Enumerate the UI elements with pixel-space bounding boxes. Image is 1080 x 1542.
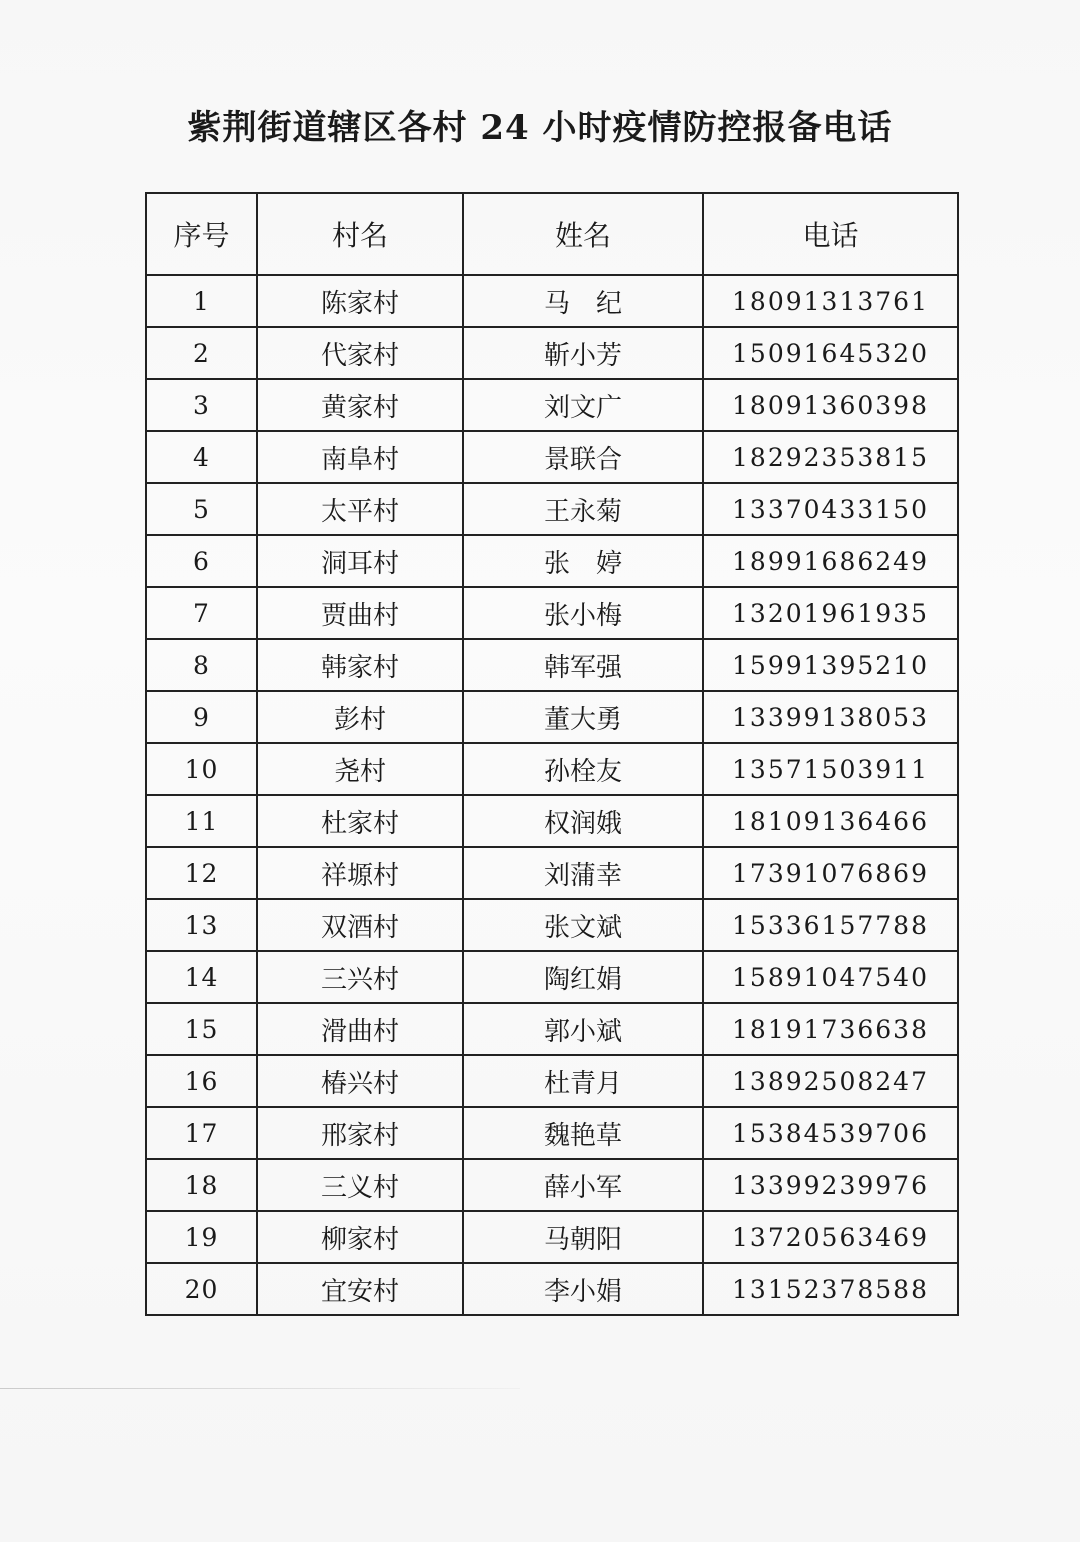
cell-village: 陈家村: [257, 275, 463, 327]
cell-name: 李小娟: [463, 1263, 703, 1315]
cell-phone: 18109136466: [703, 795, 958, 847]
table-row: [146, 379, 958, 431]
cell-name: 景联合: [463, 431, 703, 483]
cell-phone: 18991686249: [703, 535, 958, 587]
scan-artifact-line: [0, 1388, 520, 1389]
cell-name: 薛小军: [463, 1159, 703, 1211]
cell-village: 韩家村: [257, 639, 463, 691]
cell-name: 刘文广: [463, 379, 703, 431]
cell-phone: 13720563469: [703, 1211, 958, 1263]
cell-name: 张小梅: [463, 587, 703, 639]
cell-village: 三兴村: [257, 951, 463, 1003]
cell-phone: 13370433150: [703, 483, 958, 535]
table-row: [146, 1003, 958, 1055]
cell-phone: 15991395210: [703, 639, 958, 691]
cell-index: 11: [146, 795, 257, 847]
table-row: [146, 327, 958, 379]
cell-index: 7: [146, 587, 257, 639]
cell-name: 杜青月: [463, 1055, 703, 1107]
table-row: [146, 1107, 958, 1159]
cell-village: 双酒村: [257, 899, 463, 951]
cell-village: 三义村: [257, 1159, 463, 1211]
cell-name: 马 纪: [463, 275, 703, 327]
cell-village: 黄家村: [257, 379, 463, 431]
cell-name: 马朝阳: [463, 1211, 703, 1263]
cell-index: 19: [146, 1211, 257, 1263]
table-row: [146, 847, 958, 899]
table-header-row: [146, 193, 958, 275]
cell-village: 柳家村: [257, 1211, 463, 1263]
cell-name: 刘蒲幸: [463, 847, 703, 899]
cell-name: 董大勇: [463, 691, 703, 743]
cell-village: 邢家村: [257, 1107, 463, 1159]
cell-village: 宜安村: [257, 1263, 463, 1315]
cell-index: 13: [146, 899, 257, 951]
cell-phone: 13892508247: [703, 1055, 958, 1107]
cell-index: 4: [146, 431, 257, 483]
cell-name: 孙栓友: [463, 743, 703, 795]
cell-phone: 15091645320: [703, 327, 958, 379]
table-row: [146, 691, 958, 743]
cell-phone: 15384539706: [703, 1107, 958, 1159]
cell-index: 10: [146, 743, 257, 795]
cell-village: 杜家村: [257, 795, 463, 847]
contact-table: [145, 192, 959, 1316]
cell-index: 15: [146, 1003, 257, 1055]
header-phone: 电话: [703, 193, 958, 275]
cell-index: 9: [146, 691, 257, 743]
cell-phone: 13201961935: [703, 587, 958, 639]
cell-phone: 18191736638: [703, 1003, 958, 1055]
table-row: [146, 1055, 958, 1107]
table-body: [146, 275, 958, 1315]
table-row: [146, 275, 958, 327]
cell-phone: 18091360398: [703, 379, 958, 431]
cell-phone: 13399138053: [703, 691, 958, 743]
cell-phone: 13571503911: [703, 743, 958, 795]
cell-village: 尧村: [257, 743, 463, 795]
cell-phone: 13399239976: [703, 1159, 958, 1211]
cell-village: 椿兴村: [257, 1055, 463, 1107]
table-row: [146, 483, 958, 535]
cell-phone: 13152378588: [703, 1263, 958, 1315]
cell-name: 张 婷: [463, 535, 703, 587]
cell-index: 18: [146, 1159, 257, 1211]
cell-name: 王永菊: [463, 483, 703, 535]
cell-index: 17: [146, 1107, 257, 1159]
table-row: [146, 795, 958, 847]
header-name: 姓名: [463, 193, 703, 275]
cell-name: 张文斌: [463, 899, 703, 951]
cell-village: 太平村: [257, 483, 463, 535]
cell-village: 祥塬村: [257, 847, 463, 899]
table-row: [146, 587, 958, 639]
cell-phone: 18292353815: [703, 431, 958, 483]
cell-name: 权润娥: [463, 795, 703, 847]
cell-phone: 18091313761: [703, 275, 958, 327]
cell-index: 1: [146, 275, 257, 327]
table-row: [146, 535, 958, 587]
cell-index: 20: [146, 1263, 257, 1315]
cell-village: 贾曲村: [257, 587, 463, 639]
cell-index: 2: [146, 327, 257, 379]
cell-index: 16: [146, 1055, 257, 1107]
table-row: [146, 1263, 958, 1315]
cell-name: 魏艳草: [463, 1107, 703, 1159]
table-row: [146, 1159, 958, 1211]
cell-index: 8: [146, 639, 257, 691]
cell-phone: 15336157788: [703, 899, 958, 951]
table-row: [146, 639, 958, 691]
cell-name: 郭小斌: [463, 1003, 703, 1055]
table-row: [146, 431, 958, 483]
cell-index: 6: [146, 535, 257, 587]
cell-phone: 17391076869: [703, 847, 958, 899]
table-row: [146, 743, 958, 795]
cell-phone: 15891047540: [703, 951, 958, 1003]
cell-name: 韩军强: [463, 639, 703, 691]
cell-index: 3: [146, 379, 257, 431]
page-title: 紫荆街道辖区各村 24 小时疫情防控报备电话: [187, 108, 893, 148]
cell-index: 5: [146, 483, 257, 535]
table-row: [146, 899, 958, 951]
header-index: 序号: [146, 193, 257, 275]
table-row: [146, 1211, 958, 1263]
cell-index: 14: [146, 951, 257, 1003]
cell-village: 代家村: [257, 327, 463, 379]
cell-village: 滑曲村: [257, 1003, 463, 1055]
cell-village: 洞耳村: [257, 535, 463, 587]
header-village: 村名: [257, 193, 463, 275]
cell-village: 彭村: [257, 691, 463, 743]
cell-index: 12: [146, 847, 257, 899]
table-row: [146, 951, 958, 1003]
cell-village: 南阜村: [257, 431, 463, 483]
cell-name: 陶红娟: [463, 951, 703, 1003]
cell-name: 靳小芳: [463, 327, 703, 379]
